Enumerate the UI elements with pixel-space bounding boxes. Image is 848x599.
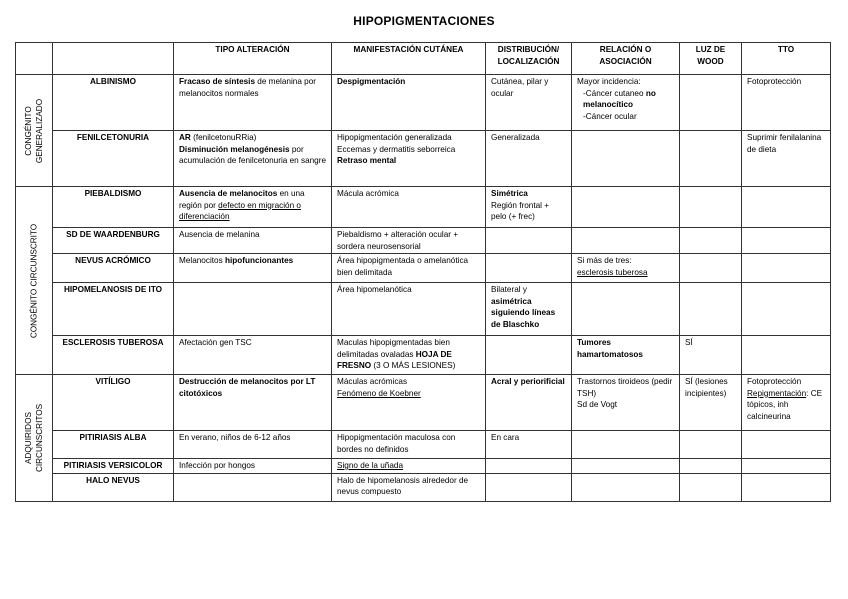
table-row [16, 131, 831, 187]
halo-rel [572, 473, 680, 501]
pitvers-tipo: Infección por hongos [174, 459, 332, 474]
header-empty-name [53, 43, 174, 75]
vitiligo-luz: SÍ (lesiones incipientes) [680, 375, 742, 431]
piebald-tto [742, 187, 831, 228]
escl-luz: SÍ [680, 336, 742, 375]
nevus-manif: Área hipopigmentada o amelanótica bien delimitada [332, 254, 486, 283]
nevus-dist [486, 254, 572, 283]
vitiligo-manif: Máculas acrómicas Fenómeno de Koebner [332, 375, 486, 431]
row-name-esclerosis-tuberosa: ESCLEROSIS TUBEROSA [53, 336, 174, 375]
waard-tipo: Ausencia de melanina [174, 228, 332, 254]
waard-tto [742, 228, 831, 254]
header-row [16, 43, 831, 75]
hipomel-dist: Bilateral y asimétrica siguiendo líneas de Blaschko [486, 283, 572, 336]
escl-tto [742, 336, 831, 375]
hipomel-tipo [174, 283, 332, 336]
pitalba-tipo: En verano, niños de 6-12 años [174, 431, 332, 459]
table-row [16, 254, 831, 283]
albinismo-dist: Cutánea, pilar y ocular [486, 75, 572, 131]
row-name-waardenburg: SD DE WAARDENBURG [53, 228, 174, 254]
header-tipo: TIPO ALTERACIÓN [174, 43, 332, 75]
pitvers-rel [572, 459, 680, 474]
piebald-luz [680, 187, 742, 228]
row-name-albinismo: ALBINISMO [53, 75, 174, 131]
hipomel-luz [680, 283, 742, 336]
halo-dist [486, 473, 572, 501]
fenil-luz [680, 131, 742, 187]
page-title: HIPOPIGMENTACIONES [353, 14, 495, 28]
row-name-vitiligo: VITÍLIGO [53, 375, 174, 431]
table-row [16, 459, 831, 474]
piebald-tipo: Ausencia de melanocitos en una región por defecto en migración o diferenciación [174, 187, 332, 228]
hipomel-rel [572, 283, 680, 336]
table-row [16, 431, 831, 459]
table-row [16, 75, 831, 131]
halo-manif: Halo de hipomelanosis alrededor de nevus compuesto [332, 473, 486, 501]
header-distribucion: DISTRIBUCIÓN/ LOCALIZACIÓN [486, 43, 572, 75]
vitiligo-dist: Acral y periorificial [486, 375, 572, 431]
hipopigmentaciones-table [15, 42, 831, 502]
pitvers-dist [486, 459, 572, 474]
row-name-piebaldismo: PIEBALDISMO [53, 187, 174, 228]
waard-manif: Piebaldismo + alteración ocular + sordera neurosensorial [332, 228, 486, 254]
row-name-pitiriasis-versicolor: PITIRIASIS VERSICOLOR [53, 459, 174, 474]
fenil-rel [572, 131, 680, 187]
nevus-luz [680, 254, 742, 283]
header-manifestacion: MANIFESTACIÓN CUTÁNEA [332, 43, 486, 75]
fenil-tipo: AR (fenilcetonuRRia) Disminución melanogénesis por acumulación de fenilcetonuria en sangre [174, 131, 332, 187]
escl-tipo: Afectación gen TSC [174, 336, 332, 375]
nevus-rel: Si más de tres: esclerosis tuberosa [572, 254, 680, 283]
pitvers-tto [742, 459, 831, 474]
row-name-nevus-acromico: NEVUS ACRÓMICO [53, 254, 174, 283]
pitalba-tto [742, 431, 831, 459]
table-row [16, 228, 831, 254]
row-name-hipomelanosis-ito: HIPOMELANOSIS DE ITO [53, 283, 174, 336]
albinismo-manif: Despigmentación [332, 75, 486, 131]
vitiligo-tto: Fotoprotección Repigmentación: CE tópicos, inh calcineurina [742, 375, 831, 431]
pitalba-manif: Hipopigmentación maculosa con bordes no definidos [332, 431, 486, 459]
escl-rel: Tumores hamartomatosos [572, 336, 680, 375]
albinismo-luz [680, 75, 742, 131]
vitiligo-tipo: Destrucción de melanocitos por LT citotóxicos [174, 375, 332, 431]
waard-dist [486, 228, 572, 254]
piebald-rel [572, 187, 680, 228]
halo-tipo [174, 473, 332, 501]
fenil-manif: Hipopigmentación generalizada Eccemas y dermatitis seborreica Retraso mental [332, 131, 486, 187]
escl-dist [486, 336, 572, 375]
halo-tto [742, 473, 831, 501]
header-luz-wood: LUZ DE WOOD [680, 43, 742, 75]
pitalba-luz [680, 431, 742, 459]
table-row [16, 336, 831, 375]
table-row [16, 375, 831, 431]
pitalba-dist: En cara [486, 431, 572, 459]
fenil-dist: Generalizada [486, 131, 572, 187]
hipomel-manif: Área hipomelanótica [332, 283, 486, 336]
group-adquiridos-circunscritos: ADQUIRIDOS CIRCUNSCRITOS [16, 375, 53, 502]
group-congenito-circunscrito: CONGÉNITO CIRCUNSCRITO [16, 187, 53, 375]
vitiligo-rel: Trastornos tiroideos (pedir TSH) Sd de Vogt [572, 375, 680, 431]
group-congenito-generalizado: CONGÉNITO GENERALIZADO [16, 75, 53, 187]
table-row [16, 283, 831, 336]
albinismo-tipo: Fracaso de síntesis de melanina por melanocitos normales [174, 75, 332, 131]
fenil-tto: Suprimir fenilalanina de dieta [742, 131, 831, 187]
row-name-halo-nevus: HALO NEVUS [53, 473, 174, 501]
albinismo-tto: Fotoprotección [742, 75, 831, 131]
pitvers-manif: Signo de la uñada [332, 459, 486, 474]
halo-luz [680, 473, 742, 501]
pitvers-luz [680, 459, 742, 474]
nevus-tto [742, 254, 831, 283]
piebald-manif: Mácula acrómica [332, 187, 486, 228]
header-relacion: RELACIÓN O ASOCIACIÓN [572, 43, 680, 75]
waard-luz [680, 228, 742, 254]
pitalba-rel [572, 431, 680, 459]
hipomel-tto [742, 283, 831, 336]
albinismo-rel: Mayor incidencia: -Cáncer cutaneo no melanocítico -Cáncer ocular [572, 75, 680, 131]
piebald-dist: Simétrica Región frontal + pelo (+ frec) [486, 187, 572, 228]
escl-manif: Maculas hipopigmentadas bien delimitadas ovaladas HOJA DE FRESNO (3 O MÁS LESIONES) [332, 336, 486, 375]
table-row [16, 473, 831, 501]
header-tto: TTO [742, 43, 831, 75]
table-row [16, 187, 831, 228]
row-name-fenilcetonuria: FENILCETONURIA [53, 131, 174, 187]
nevus-tipo: Melanocitos hipofuncionantes [174, 254, 332, 283]
waard-rel [572, 228, 680, 254]
header-empty-group [16, 43, 53, 75]
row-name-pitiriasis-alba: PITIRIASIS ALBA [53, 431, 174, 459]
